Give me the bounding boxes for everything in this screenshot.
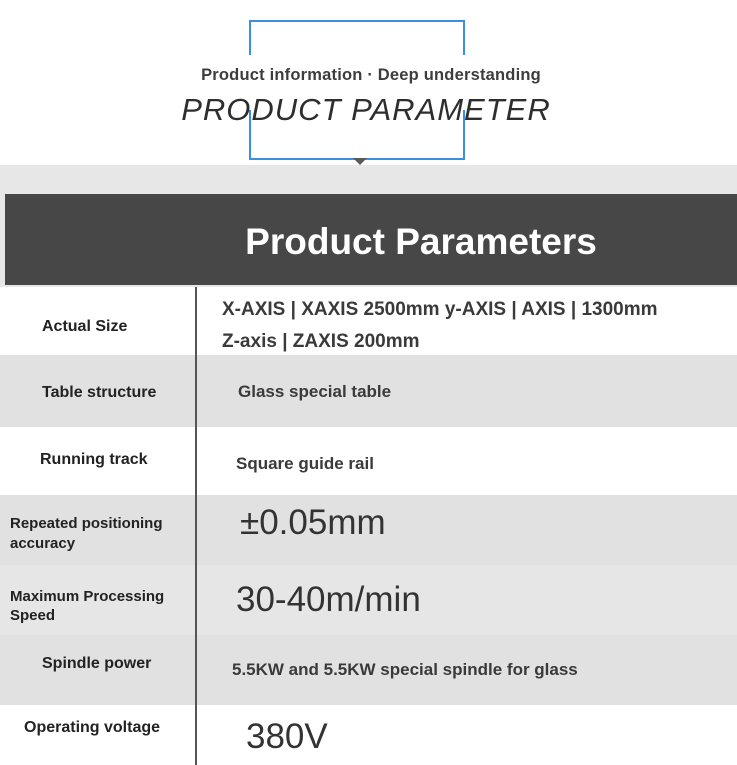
param-label: accuracy [10,535,76,552]
title-frame [249,20,465,160]
column-divider [195,287,197,765]
header [0,0,737,165]
banner-title: Product Parameters [245,221,597,262]
param-value: X-AXIS | XAXIS 2500mm y-AXIS | AXIS | 1300mm [222,299,658,320]
param-value: 380V [246,717,328,756]
param-label: Running track [40,451,148,468]
param-label: Speed [10,607,56,624]
chevron-down-icon [353,158,367,165]
param-label: Repeated positioning [10,515,163,532]
param-label: Maximum Processing [10,588,165,605]
param-value: 5.5KW and 5.5KW special spindle for glass [232,660,578,679]
param-label: Table structure [42,384,157,401]
param-value: 30-40m/min [236,580,421,619]
param-value: Square guide rail [236,454,374,473]
param-value: Z-axis | ZAXIS 200mm [222,331,420,352]
header-subtitle: Product information · Deep understanding [201,66,541,84]
param-value: ±0.05mm [240,503,386,542]
header-title: PRODUCT PARAMETER [181,92,551,127]
param-value: Glass special table [238,382,392,401]
param-label: Operating voltage [24,719,161,736]
param-label: Spindle power [42,655,152,672]
param-label: Actual Size [42,318,128,335]
